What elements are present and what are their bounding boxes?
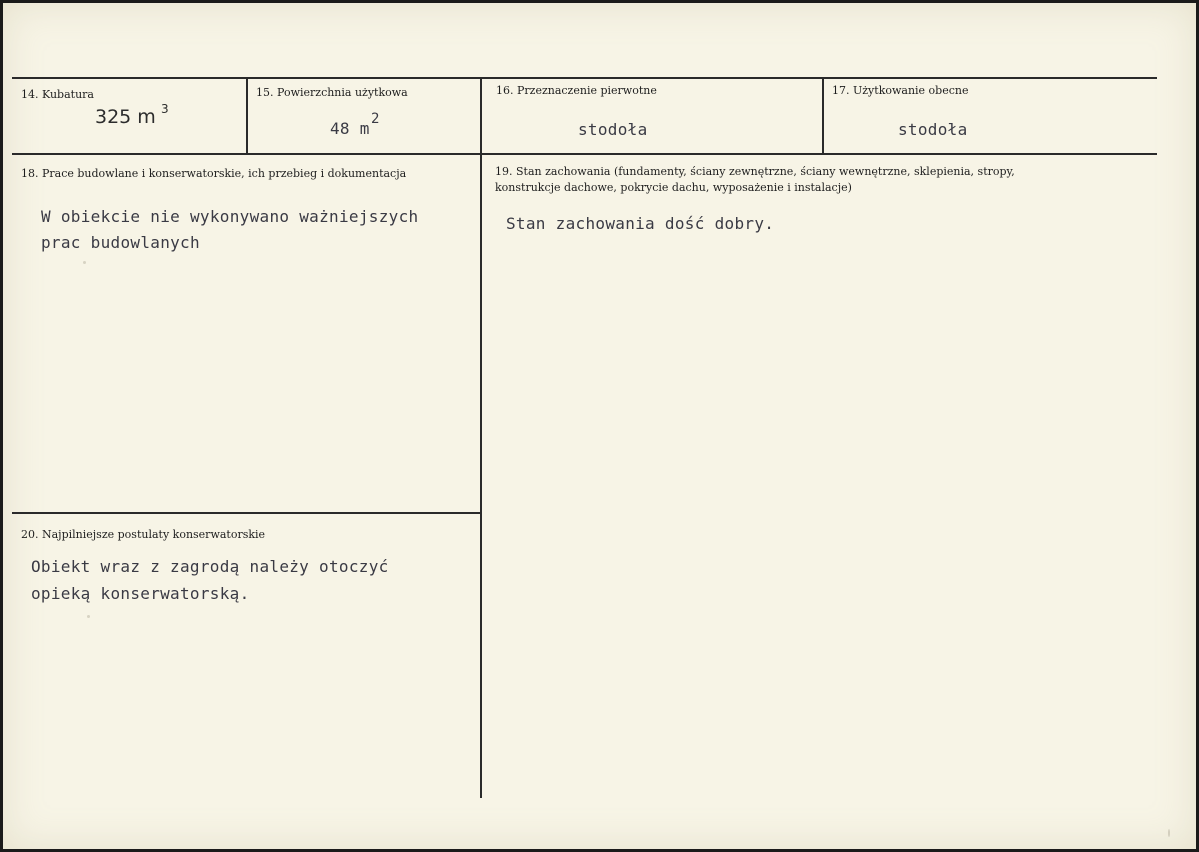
field-19-label-line-1: 19. Stan zachowania (fundamenty, ściany zewnętrzne, ściany wewnętrzne, sklepienia, stropy,: [495, 165, 1015, 178]
field-18-label: 18. Prace budowlane i konserwatorskie, ich przebieg i dokumentacja: [21, 167, 407, 180]
section-divider-18-20: [12, 512, 480, 514]
field-18-line-2: prac budowlanych: [41, 233, 200, 252]
col-divider-14-15: [246, 78, 248, 154]
record-card: [3, 3, 1196, 849]
field-17-label: 17. Użytkowanie obecne: [832, 84, 969, 97]
field-14-value: 325 m: [95, 106, 156, 128]
top-rule: [12, 77, 1157, 79]
paper-speck: [1168, 829, 1170, 837]
field-20-label: 20. Najpilniejsze postulaty konserwatorskie: [21, 528, 266, 541]
paper-speck: [87, 615, 90, 618]
field-15-unit-exponent: 2: [371, 111, 380, 127]
field-14-unit-exponent: 3: [161, 102, 169, 116]
col-divider-16-17: [822, 78, 824, 154]
field-15-value: 48 m: [330, 119, 370, 138]
paper-speck: [83, 261, 86, 264]
field-17-value: stodoła: [898, 120, 968, 139]
field-19-label-line-2: konstrukcje dachowe, pokrycie dachu, wyposażenie i instalacje): [495, 181, 852, 194]
field-19-value: Stan zachowania dość dobry.: [506, 214, 775, 233]
field-14-label: 14. Kubatura: [21, 88, 94, 101]
col-divider-15-16: [480, 78, 482, 798]
field-16-value: stodoła: [578, 120, 648, 139]
row-divider: [12, 153, 1157, 155]
field-18-line-1: W obiekcie nie wykonywano ważniejszych: [41, 207, 419, 226]
field-15-label: 15. Powierzchnia użytkowa: [256, 86, 408, 99]
field-20-line-2: opieką konserwatorską.: [31, 584, 250, 603]
field-20-line-1: Obiekt wraz z zagrodą należy otoczyć: [31, 557, 389, 576]
field-16-label: 16. Przeznaczenie pierwotne: [496, 84, 657, 97]
